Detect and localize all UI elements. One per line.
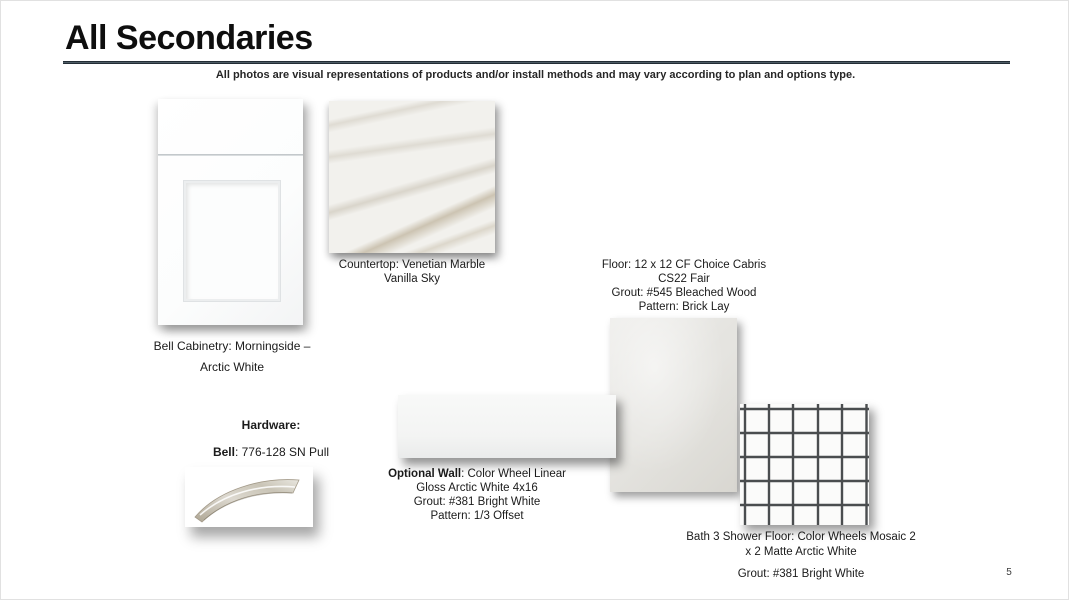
cabinetry-caption [122, 336, 342, 378]
optional-wall-tile-swatch [398, 395, 616, 458]
disclaimer-text: All photos are visual representations of products and/or install methods and may vary according to plan and options type. [215, 69, 856, 81]
floor-tile-swatch [610, 318, 737, 492]
optional-wall-label-suffix: : Color Wheel Linear [461, 468, 566, 480]
floor-caption-line1: Floor: 12 x 12 CF Choice Cabris [601, 259, 767, 271]
hardware-item-suffix: : 776-128 SN Pull [234, 445, 330, 459]
countertop-marble-swatch [329, 101, 495, 253]
hardware-pull-swatch [185, 467, 313, 527]
hardware-heading: Hardware: [241, 418, 301, 432]
hardware-item [171, 445, 371, 459]
optional-wall-caption [377, 467, 577, 523]
cabinet-door-recessed-panel [184, 181, 280, 301]
hardware-brand: Bell [212, 445, 235, 459]
mosaic-grid-icon [740, 404, 869, 525]
floor-caption-line3: Grout: #545 Bleached Wood [611, 287, 757, 299]
optional-wall-caption-line3: Grout: #381 Bright White [413, 496, 541, 508]
cabinetry-caption-line2: Arctic White [199, 360, 264, 374]
cabinet-drawer-groove [158, 154, 303, 156]
floor-caption-line4: Pattern: Brick Lay [638, 301, 730, 313]
countertop-caption-line1: Countertop: Venetian Marble [338, 259, 486, 271]
shower-floor-caption-line1: Bath 3 Shower Floor: Color Wheels Mosaic 2 [686, 531, 916, 543]
curved-pull-handle-icon [185, 467, 313, 527]
cabinetry-caption-line1: Bell Cabinetry: Morningside – [153, 339, 311, 353]
optional-wall-caption-line4: Pattern: 1/3 Offset [430, 510, 524, 522]
countertop-caption [331, 258, 493, 286]
title-underline-rule [63, 61, 1010, 64]
mosaic-tile-swatch [740, 404, 869, 525]
countertop-caption-line2: Vanilla Sky [383, 273, 441, 285]
page-number: 5 [1006, 567, 1012, 578]
page-title: All Secondaries [65, 19, 313, 57]
optional-wall-caption-line2: Gloss Arctic White 4x16 [416, 482, 538, 494]
optional-wall-caption-line1 [377, 467, 577, 481]
shower-floor-caption [646, 530, 956, 560]
cabinet-door-swatch [158, 99, 303, 325]
optional-wall-label: Optional Wall [388, 468, 462, 480]
floor-caption [584, 258, 784, 314]
floor-caption-line2: CS22 Fair [658, 273, 710, 285]
shower-floor-caption-line2: x 2 Matte Arctic White [745, 546, 857, 558]
shower-floor-grout-caption: Grout: #381 Bright White [737, 568, 865, 580]
